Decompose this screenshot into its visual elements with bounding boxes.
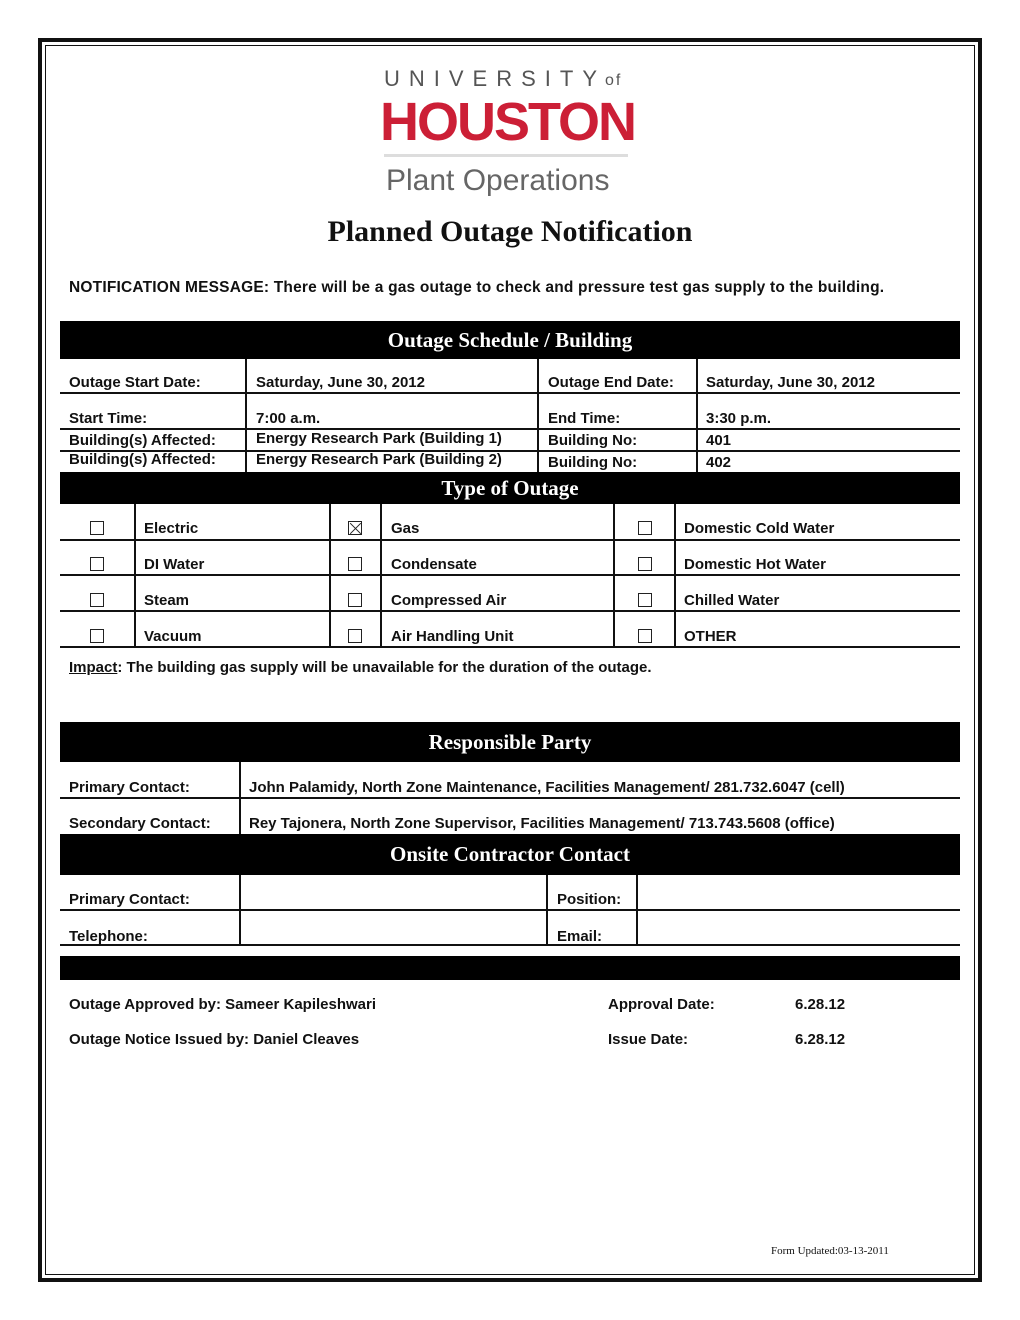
- contractor-position-label: Position:: [557, 891, 622, 908]
- start-time-label: Start Time:: [69, 410, 148, 427]
- contractor-row-line: [60, 909, 960, 911]
- building-affected-label: Building(s) Affected:: [69, 451, 216, 468]
- gas-checkbox[interactable]: [348, 521, 362, 535]
- outage-type-label: Domestic Hot Water: [684, 556, 826, 573]
- schedule-header: Outage Schedule / Building: [387, 328, 633, 352]
- domestic-hot-water-checkbox[interactable]: [638, 557, 652, 571]
- outage-type-row-line: [60, 539, 960, 541]
- building-no-value: 401: [706, 432, 732, 449]
- secondary-contact-label: Secondary Contact:: [69, 815, 211, 832]
- outage-type-divider: [613, 504, 615, 648]
- contractor-telephone-label: Telephone:: [69, 928, 148, 945]
- building-no-label: Building No:: [548, 454, 638, 471]
- logo-university-text: UNIVERSITY: [384, 66, 607, 91]
- end-date-label: Outage End Date:: [548, 374, 674, 391]
- approval-date-value: 6.28.12: [795, 996, 846, 1013]
- building-affected-value: Energy Research Park (Building 1): [256, 430, 502, 447]
- notification-message: NOTIFICATION MESSAGE: There will be a gas outage to check and pressure test gas supply to the building.: [69, 279, 885, 296]
- outage-type-header-bar: [60, 472, 960, 504]
- contractor-header-bar: [60, 834, 960, 875]
- end-time-label: End Time:: [548, 410, 621, 427]
- start-date-value: Saturday, June 30, 2012: [256, 374, 425, 391]
- schedule-divider: [245, 359, 247, 472]
- outage-type-label: Air Handling Unit: [391, 628, 514, 645]
- chilled-water-checkbox[interactable]: [638, 593, 652, 607]
- approval-date-label: Approval Date:: [608, 996, 715, 1013]
- responsible-party-row-line: [60, 797, 960, 799]
- outage-type-header: Type of Outage: [441, 476, 579, 500]
- logo-department-text: Plant Operations: [386, 164, 610, 197]
- secondary-contact-value: Rey Tajonera, North Zone Supervisor, Facilities Management/ 713.743.5608 (office): [249, 815, 835, 832]
- primary-contact-label: Primary Contact:: [69, 779, 190, 796]
- start-date-label: Outage Start Date:: [69, 374, 201, 391]
- outage-type-divider: [674, 504, 676, 648]
- schedule-header-bar: [60, 321, 960, 359]
- outage-type-divider: [380, 504, 382, 648]
- schedule-row-line: [60, 392, 960, 394]
- contractor-header: Onsite Contractor Contact: [390, 842, 630, 866]
- impact-statement: [69, 659, 652, 677]
- end-date-value: Saturday, June 30, 2012: [706, 374, 875, 391]
- primary-contact-value: John Palamidy, North Zone Maintenance, Facilities Management/ 281.732.6047 (cell): [249, 779, 845, 796]
- responsible-party-header: Responsible Party: [428, 730, 592, 754]
- building-no-value: 402: [706, 454, 732, 471]
- di-water-checkbox[interactable]: [90, 557, 104, 571]
- outage-type-row-line: [60, 574, 960, 576]
- outage-type-divider: [329, 504, 331, 648]
- page-title: Planned Outage Notification: [327, 215, 693, 248]
- outage-type-label: Electric: [144, 520, 199, 537]
- issued-by: Outage Notice Issued by: Daniel Cleaves: [69, 1031, 360, 1048]
- end-time-value: 3:30 p.m.: [706, 410, 772, 427]
- outage-type-label: Steam: [144, 592, 190, 609]
- other-checkbox[interactable]: [638, 629, 652, 643]
- outage-type-label: Vacuum: [144, 628, 202, 645]
- contractor-email-label: Email:: [557, 928, 603, 945]
- domestic-cold-water-checkbox[interactable]: [638, 521, 652, 535]
- outage-type-label: DI Water: [144, 556, 205, 573]
- schedule-row-line: [60, 428, 960, 430]
- building-affected-label: Building(s) Affected:: [69, 432, 216, 449]
- building-no-label: Building No:: [548, 432, 638, 449]
- air-handling-unit-checkbox[interactable]: [348, 629, 362, 643]
- outage-type-label: Compressed Air: [391, 592, 507, 609]
- outage-type-row-line: [60, 646, 960, 648]
- contractor-row-line: [60, 944, 960, 946]
- logo-houston-text: HOUSTON: [380, 92, 636, 152]
- outage-type-divider: [134, 504, 136, 648]
- approved-by: Outage Approved by: Sameer Kapileshwari: [69, 996, 377, 1013]
- schedule-divider: [537, 359, 539, 472]
- steam-checkbox[interactable]: [90, 593, 104, 607]
- responsible-party-header-bar: [60, 722, 960, 762]
- issue-date-value: 6.28.12: [795, 1031, 846, 1048]
- outage-type-row-line: [60, 610, 960, 612]
- impact-text: : The building gas supply will be unavailable for the duration of the outage.: [117, 659, 652, 676]
- electric-checkbox[interactable]: [90, 521, 104, 535]
- issue-date-label: Issue Date:: [608, 1031, 689, 1048]
- outage-type-label: Gas: [391, 520, 420, 537]
- separator-bar: [60, 956, 960, 980]
- schedule-divider: [696, 359, 698, 472]
- logo-divider: [384, 154, 628, 157]
- logo-of-text: of: [605, 72, 623, 89]
- outage-type-label: Condensate: [391, 556, 477, 573]
- condensate-checkbox[interactable]: [348, 557, 362, 571]
- impact-label: Impact: [69, 659, 118, 676]
- outage-type-label: Chilled Water: [684, 592, 780, 609]
- outage-type-label: Domestic Cold Water: [684, 520, 835, 537]
- form-updated-note: Form Updated:03-13-2011: [771, 1245, 889, 1257]
- start-time-value: 7:00 a.m.: [256, 410, 321, 427]
- vacuum-checkbox[interactable]: [90, 629, 104, 643]
- outage-type-label: OTHER: [684, 628, 737, 645]
- compressed-air-checkbox[interactable]: [348, 593, 362, 607]
- building-affected-value: Energy Research Park (Building 2): [256, 451, 502, 468]
- contractor-primary-label: Primary Contact:: [69, 891, 190, 908]
